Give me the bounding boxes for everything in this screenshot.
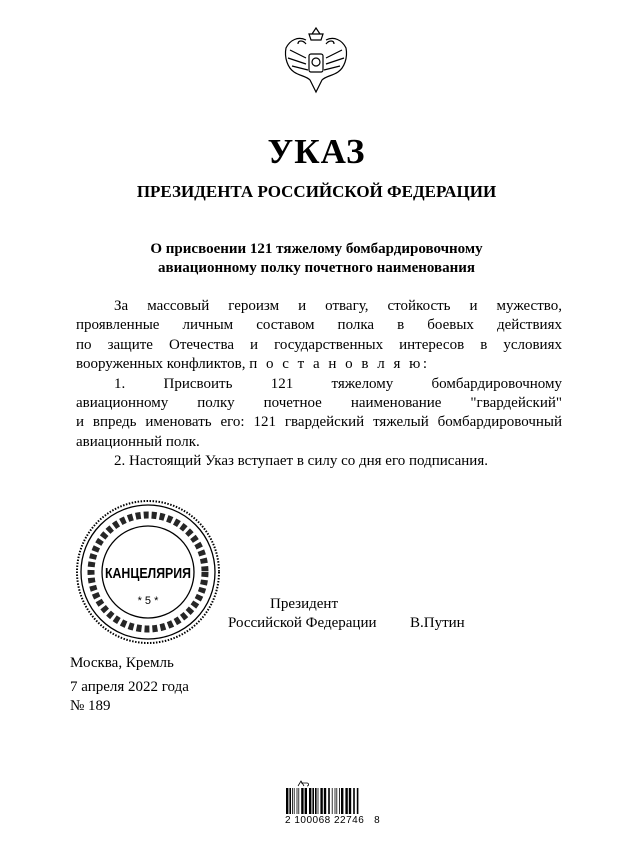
decree-title-line: О присвоении 121 тяжелому бомбардировочному bbox=[150, 241, 483, 257]
barcode-bar bbox=[301, 788, 303, 814]
barcode-bar bbox=[336, 788, 337, 814]
barcode-bar bbox=[305, 788, 307, 814]
barcode-bar bbox=[345, 788, 347, 814]
signatory-title-2: Российской Федерации bbox=[228, 615, 377, 631]
barcode-bar bbox=[318, 788, 319, 814]
date: 7 апреля 2022 года bbox=[70, 679, 189, 695]
issuer-subtitle: ПРЕЗИДЕНТА РОССИЙСКОЙ ФЕДЕРАЦИИ bbox=[136, 182, 497, 201]
decree-title bbox=[0, 240, 633, 278]
decree-keyword: п о с т а н о в л я ю: bbox=[249, 356, 430, 373]
official-stamp bbox=[74, 498, 222, 646]
body-line: проявленные личным составом полка в боевых действиях bbox=[76, 317, 562, 334]
barcode-bar bbox=[315, 788, 317, 814]
barcode-bar bbox=[292, 788, 293, 814]
decree-title-line: авиационному полку почетного наименования bbox=[157, 260, 476, 276]
body-line: 2. Настоящий Указ вступает в силу со дня его подписания. bbox=[114, 453, 488, 470]
signatory-title: Президент bbox=[270, 596, 338, 612]
barcode-bar bbox=[332, 788, 333, 814]
body-line: и впредь именовать его: 121 гвардейский тяжелый бомбардировочный bbox=[76, 414, 562, 431]
barcode-bar bbox=[309, 788, 311, 814]
barcode-bar bbox=[328, 788, 330, 814]
place: Москва, Кремль bbox=[70, 655, 174, 671]
barcode-bar bbox=[286, 788, 288, 814]
barcode-bar bbox=[297, 788, 298, 814]
decree-number: № 189 bbox=[70, 698, 111, 714]
body-line: авиационному полку почетное наименование "гвардейский" bbox=[76, 395, 562, 412]
barcode-bar bbox=[289, 788, 291, 814]
stamp-center-text: КАНЦЕЛЯРИЯ bbox=[105, 565, 191, 582]
stamp-number: * 5 * bbox=[137, 595, 159, 607]
barcode-bar bbox=[357, 788, 359, 814]
barcode-bar bbox=[320, 788, 322, 814]
place-date-number bbox=[70, 654, 189, 716]
initials-mark bbox=[298, 781, 309, 786]
body-line: 1. Присвоить 121 тяжелому бомбардировочному bbox=[114, 375, 562, 392]
barcode-bar bbox=[312, 788, 314, 814]
coat-of-arms-emblem bbox=[276, 20, 356, 100]
barcode bbox=[284, 780, 364, 816]
barcode-number: 2 100068 22746 8 bbox=[285, 815, 381, 826]
body-line: За массовый героизм и отвагу, стойкость и мужество, bbox=[114, 298, 562, 314]
barcode-bar bbox=[335, 788, 336, 814]
body-line bbox=[76, 355, 562, 374]
barcode-bar bbox=[339, 788, 340, 814]
barcode-bar bbox=[294, 788, 295, 814]
barcode-bar bbox=[324, 788, 326, 814]
decree-body bbox=[76, 297, 562, 472]
body-line: авиационный полк. bbox=[76, 433, 200, 450]
body-line: по защите Отечества и государственных интересов в условиях bbox=[76, 336, 562, 353]
barcode-bar bbox=[341, 788, 343, 814]
barcode-bar bbox=[298, 788, 299, 814]
barcode-bar bbox=[349, 788, 351, 814]
body-text: вооруженных конфликтов, bbox=[76, 356, 246, 373]
document-type-title: УКАЗ bbox=[267, 132, 366, 171]
barcode-bar bbox=[353, 788, 355, 814]
signatory-name: В.Путин bbox=[410, 615, 465, 631]
